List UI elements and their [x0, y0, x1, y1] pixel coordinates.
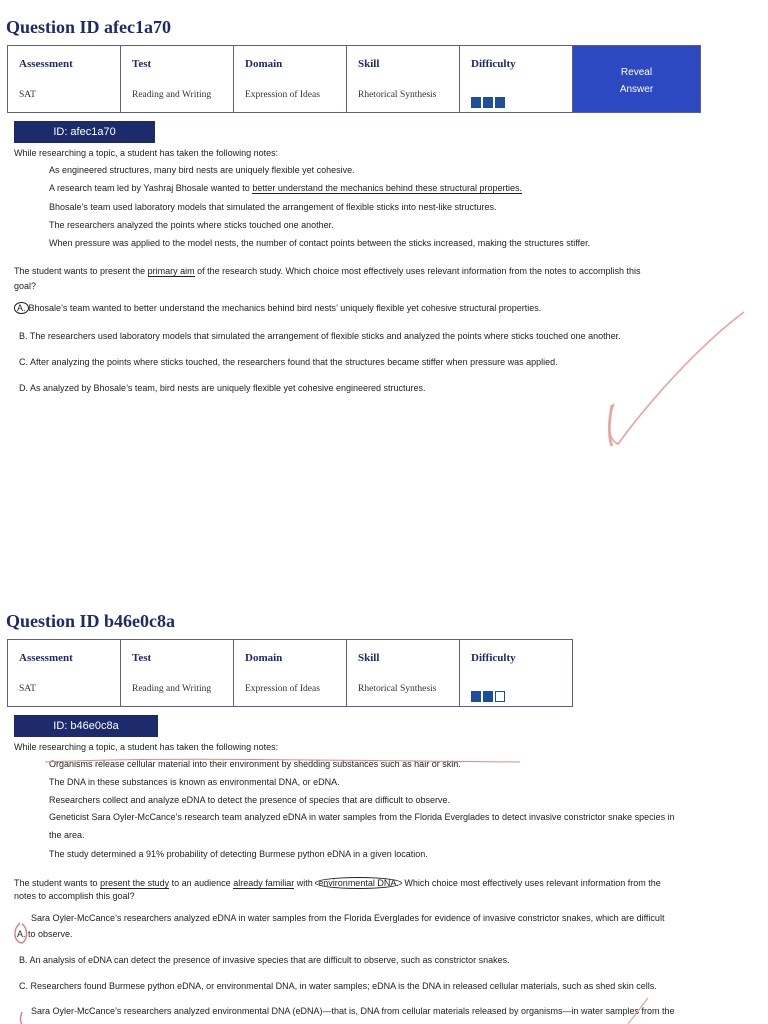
- domain-cell: [234, 640, 347, 707]
- answer-option-c[interactable]: C. Researchers found Burmese python eDNA, or environmental DNA, in water samples; eDNA is the DNA in released cellular materials, such as shed skin cells.: [19, 981, 657, 991]
- answer-option-b[interactable]: B. An analysis of eDNA can detect the presence of invasive species that are difficult to observe, such as constrictor snakes.: [19, 955, 510, 965]
- skill-value: Rhetorical Synthesis: [358, 684, 437, 694]
- checkmark-stroke: [609, 312, 744, 444]
- note-item: The researchers analyzed the points where sticks touched one another.: [49, 220, 334, 230]
- test-value: Reading and Writing: [132, 90, 212, 100]
- option-text: Bhosale’s team wanted to better understand the mechanics behind bird nests’ uniquely flexible yet cohesive structural properties.: [28, 303, 542, 313]
- option-letter-circled: A.: [14, 302, 29, 314]
- assessment-cell: [8, 46, 121, 113]
- note-text: A research team led by Yashraj Bhosale wanted to: [49, 183, 250, 193]
- test-header: Test: [132, 58, 152, 70]
- note-item: The DNA in these substances is known as environmental DNA, or eDNA.: [49, 777, 340, 787]
- underlined-note-text: better understand the mechanics behind these structural properties.: [252, 183, 522, 193]
- answer-option-d[interactable]: D. As analyzed by Bhosale’s team, bird nests are uniquely flexible yet cohesive engineered structures.: [19, 383, 426, 393]
- note-item: The study determined a 91% probability of detecting Burmese python eDNA in a given location.: [49, 849, 428, 859]
- note-item: the area.: [49, 830, 85, 840]
- question-meta-table: [7, 639, 573, 707]
- question-stem-end: notes to accomplish this goal?: [14, 891, 135, 901]
- question-stem: [14, 266, 641, 276]
- domain-value: Expression of Ideas: [245, 90, 320, 100]
- reveal-answer-button[interactable]: [573, 46, 701, 113]
- domain-header: Domain: [245, 652, 283, 664]
- note-item: [49, 183, 522, 193]
- skill-header: Skill: [358, 58, 380, 70]
- intro-text: While researching a topic, a student has taken the following notes:: [14, 148, 279, 158]
- question-title: Question ID b46e0c8a: [6, 611, 176, 631]
- answer-option-b[interactable]: B. The researchers used laboratory models that simulated the arrangement of flexible sticks and analyzed the points where sticks touched one another.: [19, 331, 621, 341]
- test-cell: [121, 640, 234, 707]
- underlined-question-text: present the study: [100, 878, 170, 888]
- checkmark-accent: [609, 405, 612, 446]
- reveal-label-line2: Answer: [619, 84, 654, 95]
- test-value: Reading and Writing: [132, 684, 212, 694]
- option-text: to observe.: [28, 929, 73, 939]
- assessment-value: SAT: [19, 90, 36, 100]
- difficulty-square: [471, 97, 481, 108]
- difficulty-square: [483, 97, 493, 108]
- underlined-question-text: primary aim: [147, 266, 195, 276]
- difficulty-indicator: [471, 97, 505, 108]
- assessment-header: Assessment: [19, 58, 73, 70]
- difficulty-header: Difficulty: [471, 652, 516, 664]
- note-item: Geneticist Sara Oyler-McCance’s research team analyzed eDNA in water samples from the Florida Everglades to detect invasive constrictor snake species in: [49, 812, 675, 822]
- note-item: Organisms release cellular material into their environment by shedding substances such as hair or skin.: [49, 759, 461, 769]
- note-item: Bhosale’s team used laboratory models that simulated the arrangement of flexible sticks into nest-like structures.: [49, 202, 497, 212]
- difficulty-cell: [460, 640, 573, 707]
- assessment-header: Assessment: [19, 652, 73, 664]
- skill-cell: [347, 640, 460, 707]
- difficulty-square: [495, 691, 505, 702]
- question-text: to an audience: [171, 878, 231, 888]
- test-cell: [121, 46, 234, 113]
- note-item: When pressure was applied to the model nests, the number of contact points between the sticks increased, making the structures stiffer.: [49, 238, 591, 248]
- answer-option-a-line2[interactable]: [17, 929, 73, 939]
- domain-header: Domain: [245, 58, 283, 70]
- note-item: Researchers collect and analyze eDNA to detect the presence of species that are difficult to observe.: [49, 795, 451, 805]
- question-id-badge: ID: afec1a70: [14, 121, 155, 143]
- answer-option-c[interactable]: C. After analyzing the points where sticks touched, the researchers found that the structures became stiffer when pressure was applied.: [19, 357, 558, 367]
- question-id-badge: ID: b46e0c8a: [14, 715, 158, 737]
- difficulty-square: [471, 691, 481, 702]
- difficulty-indicator: [471, 691, 505, 702]
- intro-text: While researching a topic, a student has taken the following notes:: [14, 742, 279, 752]
- difficulty-header: Difficulty: [471, 58, 516, 70]
- question-text: The student wants to: [14, 878, 98, 888]
- question-text: with: [296, 878, 313, 888]
- circled-question-text: environmental DNA.: [315, 877, 402, 889]
- option-letter: A.: [17, 929, 26, 939]
- answer-option-a[interactable]: [14, 302, 541, 314]
- question-text: of the research study. Which choice most effectively uses relevant information from the notes to accomplish this: [197, 266, 641, 276]
- domain-value: Expression of Ideas: [245, 684, 320, 694]
- question-text: Which choice most effectively uses relevant information from the: [404, 878, 661, 888]
- assessment-cell: [8, 640, 121, 707]
- question-meta-table: [7, 45, 701, 113]
- question-title: Question ID afec1a70: [6, 17, 171, 37]
- answer-option-a-line1[interactable]: Sara Oyler-McCance’s researchers analyzed eDNA in water samples from the Florida Everglades for evidence of invasive constrictor snakes, which are difficult: [31, 913, 665, 923]
- question-text: The student wants to present the: [14, 266, 146, 276]
- note-item: As engineered structures, many bird nests are uniquely flexible yet cohesive.: [49, 165, 355, 175]
- answer-option-d-line1[interactable]: Sara Oyler-McCance’s researchers analyzed environmental DNA (eDNA)—that is, DNA from cellular materials released by organisms—in water samples from the: [31, 1006, 675, 1016]
- question-stem-end: goal?: [14, 281, 37, 291]
- skill-header: Skill: [358, 652, 380, 664]
- domain-cell: [234, 46, 347, 113]
- test-header: Test: [132, 652, 152, 664]
- difficulty-square: [495, 97, 505, 108]
- option-d-mark: [21, 1012, 23, 1024]
- assessment-value: SAT: [19, 684, 36, 694]
- underlined-question-text: already familiar: [233, 878, 295, 888]
- question-stem: [14, 877, 661, 889]
- difficulty-square: [483, 691, 493, 702]
- difficulty-cell: [460, 46, 573, 113]
- skill-value: Rhetorical Synthesis: [358, 90, 437, 100]
- skill-cell: [347, 46, 460, 113]
- reveal-label-line1: Reveal: [620, 67, 653, 78]
